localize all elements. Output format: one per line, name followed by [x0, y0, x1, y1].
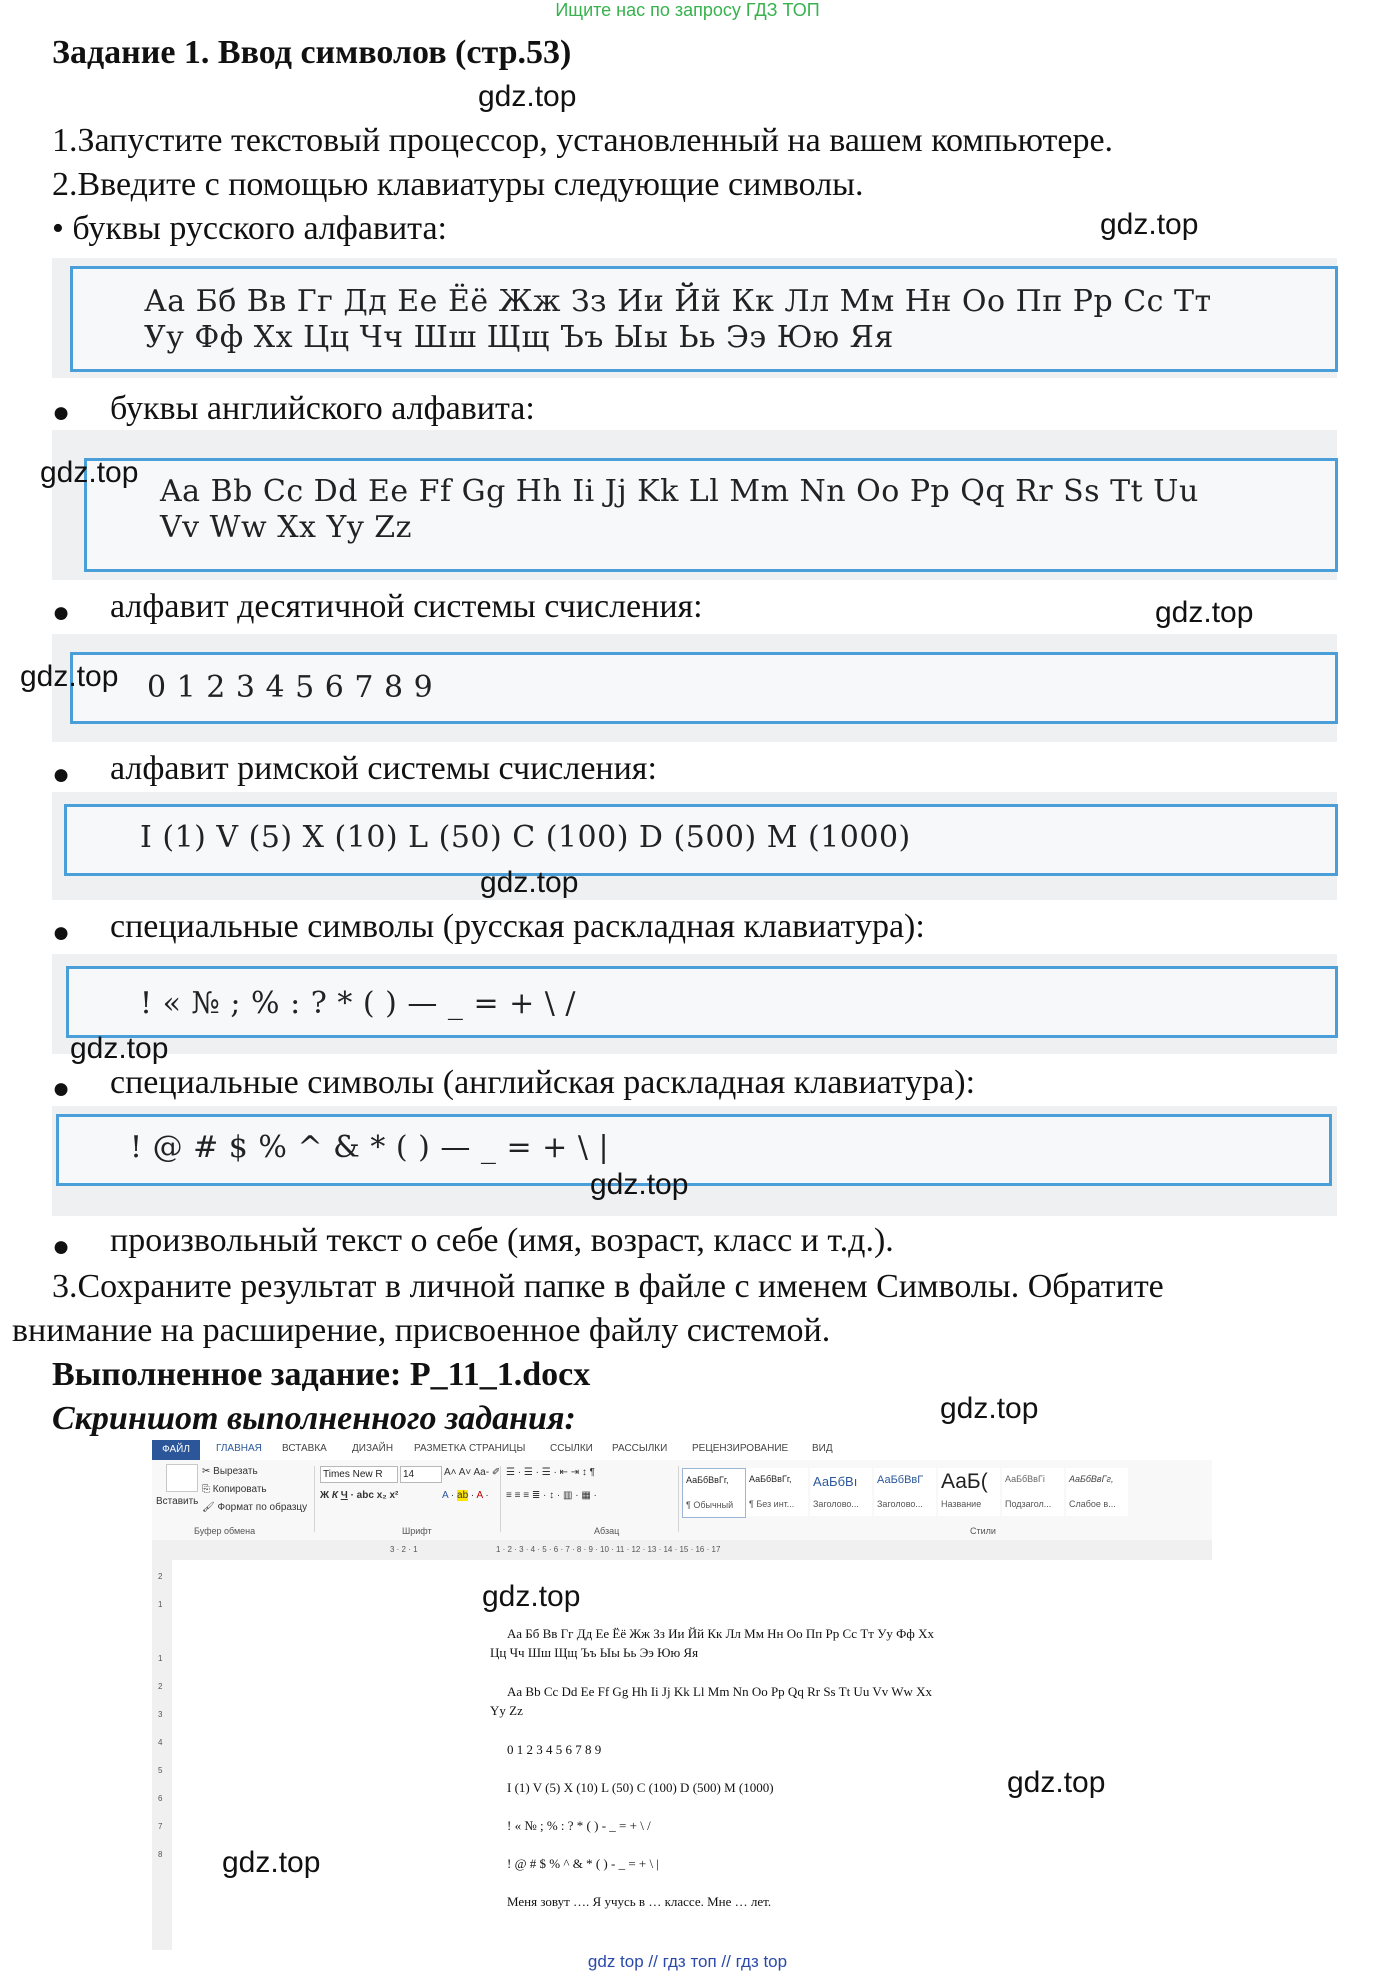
bullet-roman: алфавит римской системы счисления:: [110, 750, 657, 787]
style-normal[interactable]: АаБбВвГг, ¶ Обычный: [682, 1468, 746, 1518]
font-name-select[interactable]: Times New R: [320, 1466, 398, 1483]
doc-special-en: ! @ # $ % ^ & * ( ) - _ = + \ |: [507, 1856, 659, 1871]
footer-watermark: gdz top // гдз топ // гдз top: [587, 1952, 788, 1971]
watermark: gdz.top: [40, 456, 139, 489]
bullet-dot: ●: [52, 596, 71, 629]
bullet-special-en: специальные символы (английская раскладная клавиатура):: [110, 1064, 976, 1101]
doc-special-ru: ! « № ; % : ? * ( ) - _ = + \ /: [507, 1818, 651, 1833]
bullet-special-ru: специальные символы (русская раскладная клавиатура):: [110, 908, 925, 945]
watermark: gdz.top: [590, 1168, 689, 1201]
paste-icon[interactable]: [166, 1464, 198, 1492]
bullet-russian: • буквы русского алфавита:: [52, 210, 447, 247]
cut-button[interactable]: ✂ Вырезать: [202, 1466, 258, 1477]
doc-english-line-1: Aa Bb Cc Dd Ee Ff Gg Hh Ii Jj Kk Ll Mm Nn Oo Pp Qq Rr Ss Tt Uu Vv Ww Xx: [507, 1684, 933, 1699]
font-group-label: Шрифт: [402, 1526, 432, 1536]
bullet-about: произвольный текст о себе (имя, возраст, класс и т.д.).: [110, 1222, 894, 1259]
watermark: gdz.top: [222, 1846, 321, 1879]
russian-alphabet-box: [70, 266, 1338, 372]
step-2: 2.Введите с помощью клавиатуры следующие символы.: [52, 166, 864, 203]
bullet-dot: ●: [52, 1072, 71, 1105]
tab-mailings[interactable]: РАССЫЛКИ: [612, 1443, 668, 1454]
style-title[interactable]: АаБ( Название: [938, 1468, 1000, 1516]
list-icons[interactable]: ☰ · ☰ · ☰ · ⇤ ⇥ ↕ ¶: [506, 1467, 596, 1478]
separator: [678, 1466, 679, 1532]
done-label: Выполненное задание: P_11_1.docx: [52, 1356, 591, 1393]
decimal-digits: 0 1 2 3 4 5 6 7 8 9: [147, 670, 434, 705]
font-size-select[interactable]: 14: [400, 1466, 442, 1483]
copy-icon: ⎘: [202, 1484, 213, 1495]
ribbon: [152, 1460, 1212, 1541]
font-format-icons[interactable]: Ж К Ч · abc x₂ x²: [320, 1490, 399, 1501]
doc-english-line-2: Yy Zz: [490, 1703, 523, 1718]
bullet-dot: ●: [52, 396, 71, 429]
step-3-line-1: 3.Сохраните результат в личной папке в файле с именем Символы. Обратите: [52, 1268, 1164, 1305]
style-subtitle[interactable]: АаБбВвГі Подзагол...: [1002, 1468, 1064, 1516]
tab-insert[interactable]: ВСТАВКА: [282, 1443, 327, 1454]
clipboard-group-label: Буфер обмена: [194, 1526, 256, 1536]
watermark: gdz.top: [1007, 1766, 1106, 1799]
ribbon-tabs: [152, 1440, 1212, 1461]
english-alphabet-line-2: Vv Ww Xx Yy Zz: [160, 510, 412, 545]
scan-background: [52, 258, 1337, 378]
bullet-dot: ●: [52, 916, 71, 949]
copy-button[interactable]: ⎘ Копировать: [202, 1484, 267, 1495]
top-banner[interactable]: Ищите нас по запросу ГДЗ ТОП: [555, 0, 820, 20]
watermark: gdz.top: [1155, 596, 1254, 629]
tab-review[interactable]: РЕЦЕНЗИРОВАНИЕ: [692, 1443, 789, 1454]
watermark: gdz.top: [478, 80, 577, 113]
watermark: gdz.top: [70, 1032, 169, 1065]
watermark: gdz.top: [1100, 208, 1199, 241]
bullet-english: буквы английского алфавита:: [110, 390, 535, 427]
grow-shrink-font-icons[interactable]: A˄ A˅ Aa‑ ✐: [444, 1467, 501, 1478]
style-subtle-emphasis[interactable]: АаБбВвГг, Слабое в...: [1066, 1468, 1128, 1516]
paste-button[interactable]: Вставить: [156, 1496, 199, 1507]
tab-layout[interactable]: РАЗМЕТКА СТРАНИЦЫ: [414, 1443, 526, 1454]
paragraph-group-label: Абзац: [594, 1526, 620, 1536]
watermark: gdz.top: [940, 1392, 1039, 1425]
align-icons[interactable]: ≡ ≡ ≡ ≣ · ↕ · ▥ · ▦ ·: [506, 1490, 597, 1501]
horizontal-ruler[interactable]: 3 · 2 · 1 1 · 2 · 3 · 4 · 5 · 6 · 7 · 8 · 9 · 10 · 11 · 12 · 13 · 14 · 15 · 16 · 17: [152, 1540, 1212, 1561]
vertical-ruler[interactable]: 2 1 1 2 3 4 5 6 7 8: [152, 1560, 173, 1950]
roman-numerals: I (1) V (5) X (10) L (50) C (100) D (500) M (1000): [140, 820, 911, 855]
style-no-spacing[interactable]: АаБбВвГг, ¶ Без инт...: [746, 1468, 808, 1516]
russian-alphabet-line-1: Аа Бб Вв Гг Дд Ее Ёё Жж Зз Ии Йй Кк Лл Мм Нн Оо Пп Рр Сс Тт: [144, 284, 1212, 319]
tab-home[interactable]: ГЛАВНАЯ: [216, 1443, 262, 1454]
scan-background: [52, 954, 1337, 1054]
watermark: gdz.top: [482, 1580, 581, 1613]
scan-background: [52, 792, 1337, 900]
format-painter-button[interactable]: 🖌 Формат по образцу: [202, 1502, 308, 1513]
task-title: Задание 1. Ввод символов (стр.53): [52, 34, 572, 71]
tab-view[interactable]: ВИД: [812, 1443, 833, 1454]
step-3-line-2: внимание на расширение, присвоенное файлу системой.: [12, 1312, 831, 1349]
brush-icon: 🖌: [202, 1502, 218, 1513]
styles-group-label: Стили: [970, 1526, 996, 1536]
scan-background: [52, 634, 1337, 742]
scan-background: [52, 1106, 1337, 1216]
doc-roman: I (1) V (5) X (10) L (50) C (100) D (500) M (1000): [507, 1780, 774, 1795]
separator: [314, 1466, 315, 1532]
watermark: gdz.top: [20, 660, 119, 693]
watermark: gdz.top: [480, 866, 579, 899]
separator: [500, 1466, 501, 1532]
bullet-decimal: алфавит десятичной системы счисления:: [110, 588, 703, 625]
doc-digits: 0 1 2 3 4 5 6 7 8 9: [507, 1742, 602, 1757]
tab-design[interactable]: ДИЗАЙН: [352, 1443, 394, 1454]
tab-references[interactable]: ССЫЛКИ: [550, 1443, 593, 1454]
tab-file[interactable]: ФАЙЛ: [152, 1440, 200, 1460]
screenshot-label: Скриншот выполненного задания:: [52, 1400, 576, 1437]
style-heading-2[interactable]: АаБбВвГ Заголово...: [874, 1468, 936, 1516]
step-1: 1.Запустите текстовый процессор, установленный на вашем компьютере.: [52, 122, 1114, 159]
english-alphabet-line-1: Aa Bb Cc Dd Ee Ff Gg Hh Ii Jj Kk Ll Mm Nn Oo Pp Qq Rr Ss Tt Uu: [160, 474, 1199, 509]
scissors-icon: ✂: [202, 1466, 214, 1477]
bullet-dot: ●: [52, 758, 71, 791]
special-ru-symbols: ! « № ; % : ? * ( ) — _ = + \ /: [140, 986, 577, 1021]
bullet-dot: ●: [52, 1230, 71, 1263]
scan-background: [52, 430, 1337, 580]
special-en-symbols: ! @ # $ % ^ & * ( ) — _ = + \ |: [130, 1130, 610, 1165]
style-heading-1[interactable]: АаБбВı Заголово...: [810, 1468, 872, 1516]
doc-russian-line-1: Аа Бб Вв Гг Дд Ее Ёё Жж Зз Ии Йй Кк Лл Мм Нн Оо Пп Рр Сс Тт Уу Фф Хх: [507, 1626, 934, 1641]
font-color-icons[interactable]: A · ab · A ·: [442, 1490, 489, 1501]
russian-alphabet-line-2: Уу Фф Хх Цц Чч Шш Щщ Ъъ Ыы Ьь Ээ Юю Яя: [144, 320, 894, 355]
doc-russian-line-2: Цц Чч Шш Щщ Ъъ Ыы Ьь Ээ Юю Яя: [490, 1645, 699, 1660]
document-area[interactable]: [172, 1560, 1212, 1950]
word-screenshot: [152, 1440, 1212, 1950]
doc-about: Меня зовут …. Я учусь в … классе. Мне … лет.: [507, 1894, 772, 1909]
